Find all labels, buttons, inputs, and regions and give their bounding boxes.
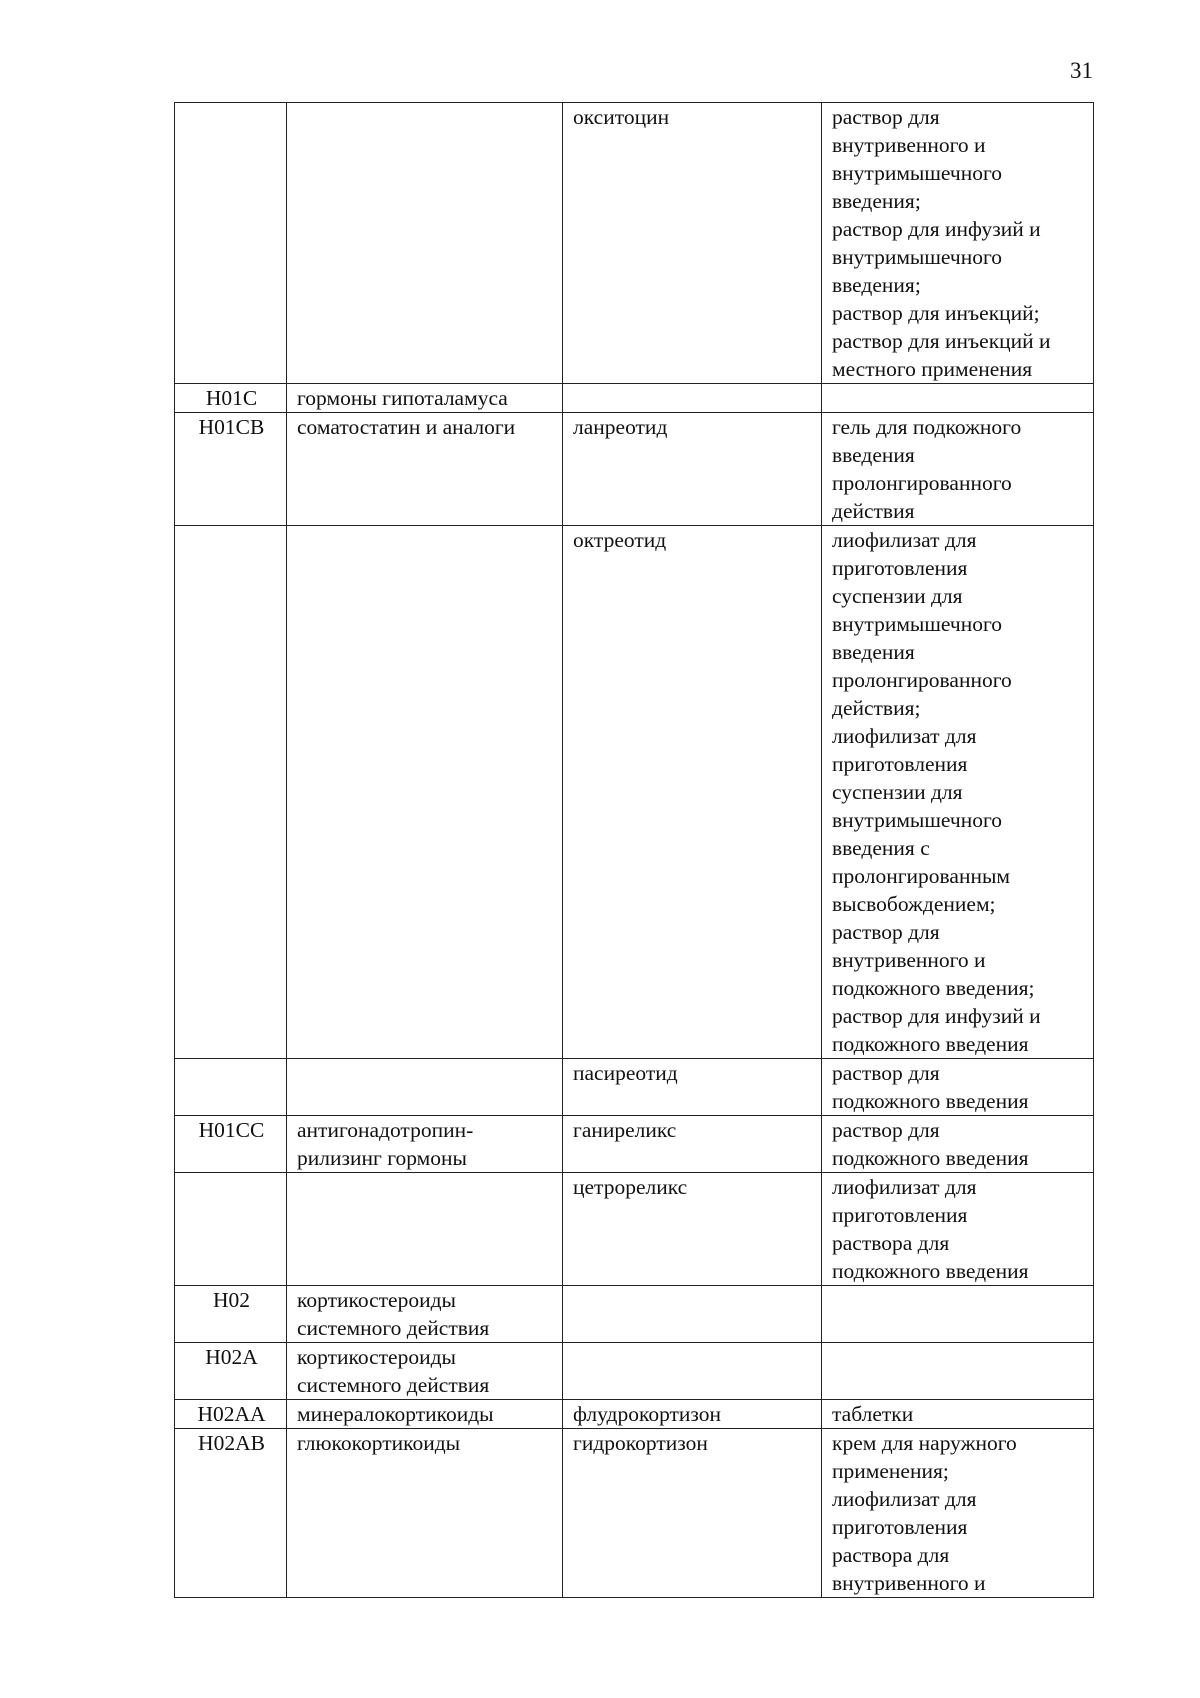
form-text-line: суспензии для — [832, 584, 963, 608]
table-row — [175, 413, 1094, 526]
drug-text-line: пасиреотид — [573, 1061, 678, 1085]
group-text-line: кортикостероиды — [297, 1345, 456, 1369]
atc-code-cell: H01CB — [175, 413, 287, 526]
dosage-form-cell — [822, 1343, 1094, 1400]
form-text-line: внутривенного и — [832, 948, 986, 972]
form-text-line: введения; — [832, 273, 921, 297]
dosage-form-cell — [822, 1116, 1094, 1173]
drug-name-cell — [563, 1286, 822, 1343]
anatomical-group-cell — [287, 1343, 563, 1400]
atc-code-cell — [175, 1173, 287, 1286]
form-text-line: введения — [832, 443, 915, 467]
group-text-line: системного действия — [297, 1316, 490, 1340]
form-text-line: раствор для инфузий и — [832, 217, 1041, 241]
table-row — [175, 1286, 1094, 1343]
form-text-line: крем для наружного — [832, 1431, 1017, 1455]
anatomical-group-cell — [287, 1059, 563, 1116]
atc-code-cell — [175, 103, 287, 384]
form-text-line: раствор для инъекций и — [832, 329, 1051, 353]
form-text-line: высвобождением; — [832, 892, 996, 916]
drug-name-cell — [563, 1400, 822, 1429]
dosage-form-cell — [822, 1429, 1094, 1598]
form-text-line: приготовления — [832, 1203, 968, 1227]
group-text-line: минералокортикоиды — [297, 1402, 494, 1426]
group-text-line: соматостатин и аналоги — [297, 415, 516, 439]
drug-text-line: ганиреликс — [573, 1118, 677, 1142]
atc-code-cell — [175, 1059, 287, 1116]
atc-code-cell: H01C — [175, 384, 287, 413]
drug-text-line: окситоцин — [573, 105, 670, 129]
group-text-line: системного действия — [297, 1373, 490, 1397]
form-text-line: введения; — [832, 189, 921, 213]
table-row — [175, 103, 1094, 384]
drug-table-body — [175, 103, 1094, 1598]
atc-code-cell: H02A — [175, 1343, 287, 1400]
drug-name-cell — [563, 1429, 822, 1598]
form-text-line: раствор для — [832, 1118, 940, 1142]
drug-name-cell — [563, 526, 822, 1059]
table-row — [175, 384, 1094, 413]
anatomical-group-cell — [287, 1116, 563, 1173]
anatomical-group-cell — [287, 526, 563, 1059]
table-row — [175, 1173, 1094, 1286]
atc-code-cell: H02AB — [175, 1429, 287, 1598]
drug-name-cell — [563, 1343, 822, 1400]
form-text-line: приготовления — [832, 752, 968, 776]
drug-name-cell — [563, 413, 822, 526]
form-text-line: приготовления — [832, 556, 968, 580]
drug-text-line: флудрокортизон — [573, 1402, 722, 1426]
form-text-line: раствор для — [832, 1061, 940, 1085]
dosage-form-cell — [822, 1173, 1094, 1286]
form-text-line: действия; — [832, 696, 921, 720]
form-text-line: раствор для инъекций; — [832, 301, 1040, 325]
drug-name-cell — [563, 1059, 822, 1116]
form-text-line: внутримышечного — [832, 612, 1003, 636]
form-text-line: пролонгированного — [832, 471, 1012, 495]
drug-name-cell — [563, 1173, 822, 1286]
form-text-line: раствор для инфузий и — [832, 1004, 1041, 1028]
drug-name-cell — [563, 384, 822, 413]
table-row — [175, 1343, 1094, 1400]
form-text-line: применения; — [832, 1459, 949, 1483]
form-text-line: местного применения — [832, 357, 1033, 381]
group-text-line: рилизинг гормоны — [297, 1146, 467, 1170]
dosage-form-cell — [822, 1400, 1094, 1429]
form-text-line: внутримышечного — [832, 161, 1003, 185]
form-text-line: подкожного введения; — [832, 976, 1035, 1000]
form-text-line: подкожного введения — [832, 1089, 1029, 1113]
atc-code-cell: H02AA — [175, 1400, 287, 1429]
anatomical-group-cell — [287, 1173, 563, 1286]
atc-code-cell: H02 — [175, 1286, 287, 1343]
table-row — [175, 1400, 1094, 1429]
form-text-line: внутривенного и — [832, 133, 986, 157]
anatomical-group-cell — [287, 384, 563, 413]
table-row — [175, 526, 1094, 1059]
atc-code-cell — [175, 526, 287, 1059]
dosage-form-cell — [822, 1286, 1094, 1343]
form-text-line: подкожного введения — [832, 1032, 1029, 1056]
form-text-line: приготовления — [832, 1515, 968, 1539]
group-text-line: кортикостероиды — [297, 1288, 456, 1312]
form-text-line: лиофилизат для — [832, 1487, 977, 1511]
table-row — [175, 1059, 1094, 1116]
form-text-line: внутривенного и — [832, 1571, 986, 1595]
form-text-line: раствор для — [832, 920, 940, 944]
drug-text-line: октреотид — [573, 528, 667, 552]
form-text-line: пролонгированным — [832, 864, 1011, 888]
form-text-line: гель для подкожного — [832, 415, 1022, 439]
anatomical-group-cell — [287, 1400, 563, 1429]
drug-text-line: гидрокортизон — [573, 1431, 708, 1455]
drug-name-cell — [563, 103, 822, 384]
form-text-line: раствора для — [832, 1231, 950, 1255]
drug-name-cell — [563, 1116, 822, 1173]
dosage-form-cell — [822, 1059, 1094, 1116]
drug-table — [174, 102, 1094, 1598]
form-text-line: подкожного введения — [832, 1259, 1029, 1283]
group-text-line: антигонадотропин- — [297, 1118, 474, 1142]
form-text-line: лиофилизат для — [832, 528, 977, 552]
form-text-line: введения — [832, 640, 915, 664]
page-number: 31 — [1070, 58, 1093, 83]
form-text-line: пролонгированного — [832, 668, 1012, 692]
anatomical-group-cell — [287, 1429, 563, 1598]
form-text-line: введения с — [832, 836, 930, 860]
form-text-line: лиофилизат для — [832, 724, 977, 748]
form-text-line: лиофилизат для — [832, 1175, 977, 1199]
form-text-line: внутримышечного — [832, 808, 1003, 832]
anatomical-group-cell — [287, 103, 563, 384]
dosage-form-cell — [822, 103, 1094, 384]
group-text-line: глюкокортикоиды — [297, 1431, 461, 1455]
form-text-line: раствора для — [832, 1543, 950, 1567]
group-text-line: гормоны гипоталамуса — [297, 386, 508, 410]
anatomical-group-cell — [287, 413, 563, 526]
dosage-form-cell — [822, 384, 1094, 413]
form-text-line: таблетки — [832, 1402, 914, 1426]
anatomical-group-cell — [287, 1286, 563, 1343]
form-text-line: подкожного введения — [832, 1146, 1029, 1170]
form-text-line: действия — [832, 499, 915, 523]
form-text-line: внутримышечного — [832, 245, 1003, 269]
drug-text-line: ланреотид — [573, 415, 668, 439]
dosage-form-cell — [822, 526, 1094, 1059]
drug-text-line: цетрореликс — [573, 1175, 688, 1199]
form-text-line: суспензии для — [832, 780, 963, 804]
atc-code-cell: H01CC — [175, 1116, 287, 1173]
table-row — [175, 1429, 1094, 1598]
form-text-line: раствор для — [832, 105, 940, 129]
table-row — [175, 1116, 1094, 1173]
dosage-form-cell — [822, 413, 1094, 526]
